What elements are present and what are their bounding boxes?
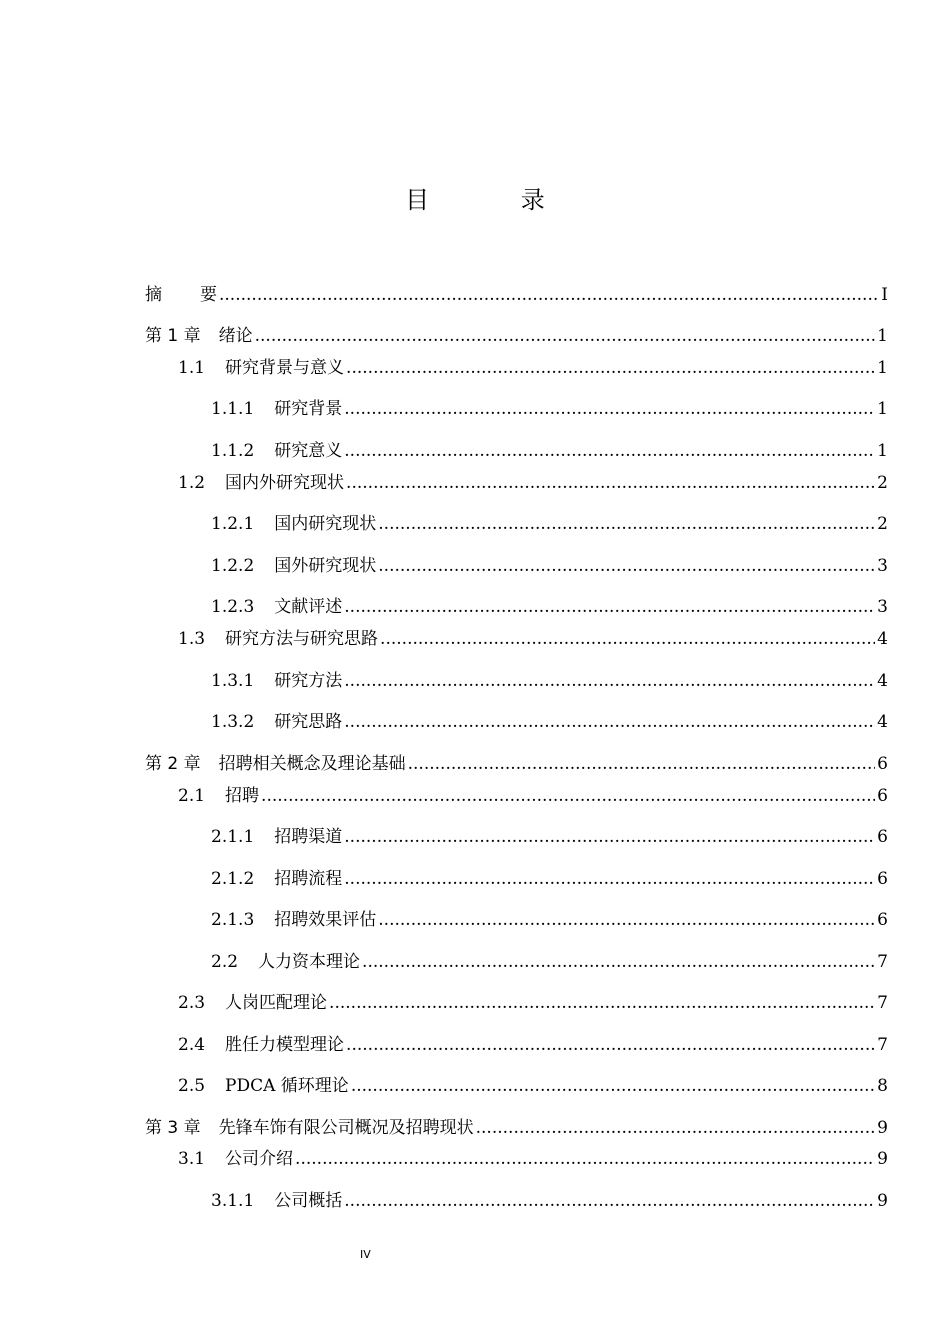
toc-entry-number: 1.2.1 (211, 514, 255, 534)
toc-entry[interactable] (211, 513, 888, 535)
toc-entry-page: 6 (877, 827, 888, 847)
toc-entry[interactable] (211, 1190, 888, 1212)
toc-dot-leader (378, 555, 875, 577)
toc-dot-leader (378, 513, 875, 535)
toc-entry-label: 国内研究现状 (274, 514, 377, 534)
toc-entry-number: 3.1 (178, 1149, 206, 1169)
toc-entry-number: 2.4 (178, 1035, 206, 1055)
toc-entry-number: 2.1 (178, 786, 206, 806)
toc-entry-label: 研究方法与研究思路 (225, 629, 379, 649)
toc-dot-leader (261, 785, 875, 807)
toc-entry-page: 9 (877, 1191, 888, 1211)
toc-dot-leader (295, 1148, 875, 1170)
toc-entry[interactable] (178, 357, 888, 379)
toc-entry-label: 招聘相关概念及理论基础 (218, 754, 406, 774)
toc-entry-label: 研究意义 (274, 441, 343, 461)
toc-dot-leader (346, 357, 875, 379)
toc-entry-number: 1.3 (178, 629, 206, 649)
toc-dot-leader (344, 826, 875, 848)
toc-entry-page: 6 (877, 786, 888, 806)
toc-entry-label: 招聘流程 (274, 869, 343, 889)
toc-entry-number: 1.1 (178, 358, 206, 378)
toc-entry[interactable] (211, 440, 888, 462)
toc-entry-label: 招聘渠道 (274, 827, 343, 847)
toc-entry-number: 1.2.2 (211, 556, 255, 576)
toc-entry-number: 1.3.1 (211, 671, 255, 691)
toc-dot-leader (344, 440, 875, 462)
toc-entry-number: 第 1 章 (145, 326, 201, 346)
toc-entry-page: 1 (877, 326, 888, 346)
toc-dot-leader (255, 325, 876, 347)
toc-entry-page: 9 (877, 1118, 888, 1138)
toc-entry-page: 9 (877, 1149, 888, 1169)
toc-dot-leader (329, 992, 875, 1014)
toc-entry-number: 2.1.1 (211, 827, 255, 847)
toc-dot-leader (351, 1075, 875, 1097)
toc-entry-label: 研究方法 (274, 671, 343, 691)
toc-entry[interactable] (145, 1117, 888, 1139)
toc-entry[interactable] (145, 753, 888, 775)
toc-entry-number: 1.1.2 (211, 441, 255, 461)
toc-entry-page: 1 (877, 358, 888, 378)
toc-entry-page: 1 (877, 399, 888, 419)
toc-entry-number: 1.2.3 (211, 597, 255, 617)
toc-entry-page: 1 (877, 441, 888, 461)
toc-entry-number: 2.1.2 (211, 869, 255, 889)
toc-entry-page: 6 (877, 869, 888, 889)
toc-entry[interactable] (211, 826, 888, 848)
toc-entry-page: 4 (877, 712, 888, 732)
toc-entry-number: 2.3 (178, 993, 206, 1013)
toc-entry-number: 第 3 章 (145, 1118, 201, 1138)
toc-entry[interactable] (145, 325, 888, 347)
toc-entry-page: 7 (877, 952, 888, 972)
toc-entry-label: 绪论 (218, 326, 253, 346)
toc-dot-leader (344, 868, 875, 890)
toc-entry-number: 2.1.3 (211, 910, 255, 930)
toc-entry-label: 人岗匹配理论 (225, 993, 328, 1013)
toc-dot-leader (346, 472, 875, 494)
toc-entry-number: 摘 (145, 285, 162, 305)
toc-entry-label: 研究背景 (274, 399, 343, 419)
toc-dot-leader (344, 711, 875, 733)
toc-entry-page: 7 (877, 993, 888, 1013)
toc-entry-number: 1.2 (178, 473, 206, 493)
toc-entry[interactable] (178, 1075, 888, 1097)
toc-entry[interactable] (178, 472, 888, 494)
toc-entry-page: 7 (877, 1035, 888, 1055)
toc-entry-page: I (881, 285, 888, 305)
toc-entry-page: 2 (877, 473, 888, 493)
toc-entry-label: 国外研究现状 (274, 556, 377, 576)
toc-dot-leader (344, 1190, 875, 1212)
toc-entry-number: 第 2 章 (145, 754, 201, 774)
toc-entry[interactable] (211, 398, 888, 420)
page-number-footer: IV (360, 1248, 371, 1261)
toc-entry[interactable] (211, 951, 888, 973)
toc-dot-leader (362, 951, 875, 973)
toc-dot-leader (346, 1034, 875, 1056)
toc-entry[interactable] (178, 1148, 888, 1170)
toc-dot-leader (476, 1117, 876, 1139)
toc-entry-label: 文献评述 (274, 597, 343, 617)
toc-entry[interactable] (211, 596, 888, 618)
toc-dot-leader (344, 596, 875, 618)
toc-entry-label: 研究背景与意义 (225, 358, 345, 378)
toc-entry[interactable] (178, 992, 888, 1014)
toc-entry[interactable] (145, 284, 888, 306)
toc-entry-label: 人力资本理论 (258, 952, 361, 972)
toc-entry-page: 3 (877, 597, 888, 617)
toc-entry[interactable] (211, 555, 888, 577)
toc-dot-leader (344, 670, 875, 692)
toc-entry-label: 要 (200, 285, 217, 305)
toc-entry-label: 公司概括 (274, 1191, 343, 1211)
toc-entry-label: 招聘 (225, 786, 260, 806)
toc-entry-label: 研究思路 (274, 712, 343, 732)
toc-entry-label: 先锋车饰有限公司概况及招聘现状 (218, 1118, 474, 1138)
toc-entry[interactable] (178, 1034, 888, 1056)
toc-dot-leader (219, 284, 879, 306)
toc-entry-page: 8 (877, 1076, 888, 1096)
toc-entry[interactable] (178, 785, 888, 807)
toc-entry-page: 2 (877, 514, 888, 534)
toc-entry[interactable] (211, 909, 888, 931)
toc-entry-page: 4 (877, 629, 888, 649)
toc-entry-label: 国内外研究现状 (225, 473, 345, 493)
toc-entry-label: 胜任力模型理论 (225, 1035, 345, 1055)
toc-entry-label: 公司介绍 (225, 1149, 294, 1169)
toc-entry-number: 1.1.1 (211, 399, 255, 419)
toc-entry[interactable] (211, 711, 888, 733)
toc-entry-page: 6 (877, 754, 888, 774)
toc-dot-leader (378, 909, 875, 931)
toc-title: 目 录 (405, 186, 587, 214)
toc-dot-leader (344, 398, 875, 420)
toc-entry-number: 2.5 (178, 1076, 206, 1096)
toc-entry-number: 2.2 (211, 952, 239, 972)
toc-entry-number: 1.3.2 (211, 712, 255, 732)
toc-entry-page: 3 (877, 556, 888, 576)
toc-dot-leader (380, 628, 875, 650)
toc-entry-label: 招聘效果评估 (274, 910, 377, 930)
toc-dot-leader (408, 753, 876, 775)
toc-entry[interactable] (178, 628, 888, 650)
toc-entry-label: PDCA 循环理论 (225, 1076, 349, 1096)
toc-entry-page: 6 (877, 910, 888, 930)
toc-entry[interactable] (211, 670, 888, 692)
toc-entry-page: 4 (877, 671, 888, 691)
toc-entry-number: 3.1.1 (211, 1191, 255, 1211)
toc-entry[interactable] (211, 868, 888, 890)
